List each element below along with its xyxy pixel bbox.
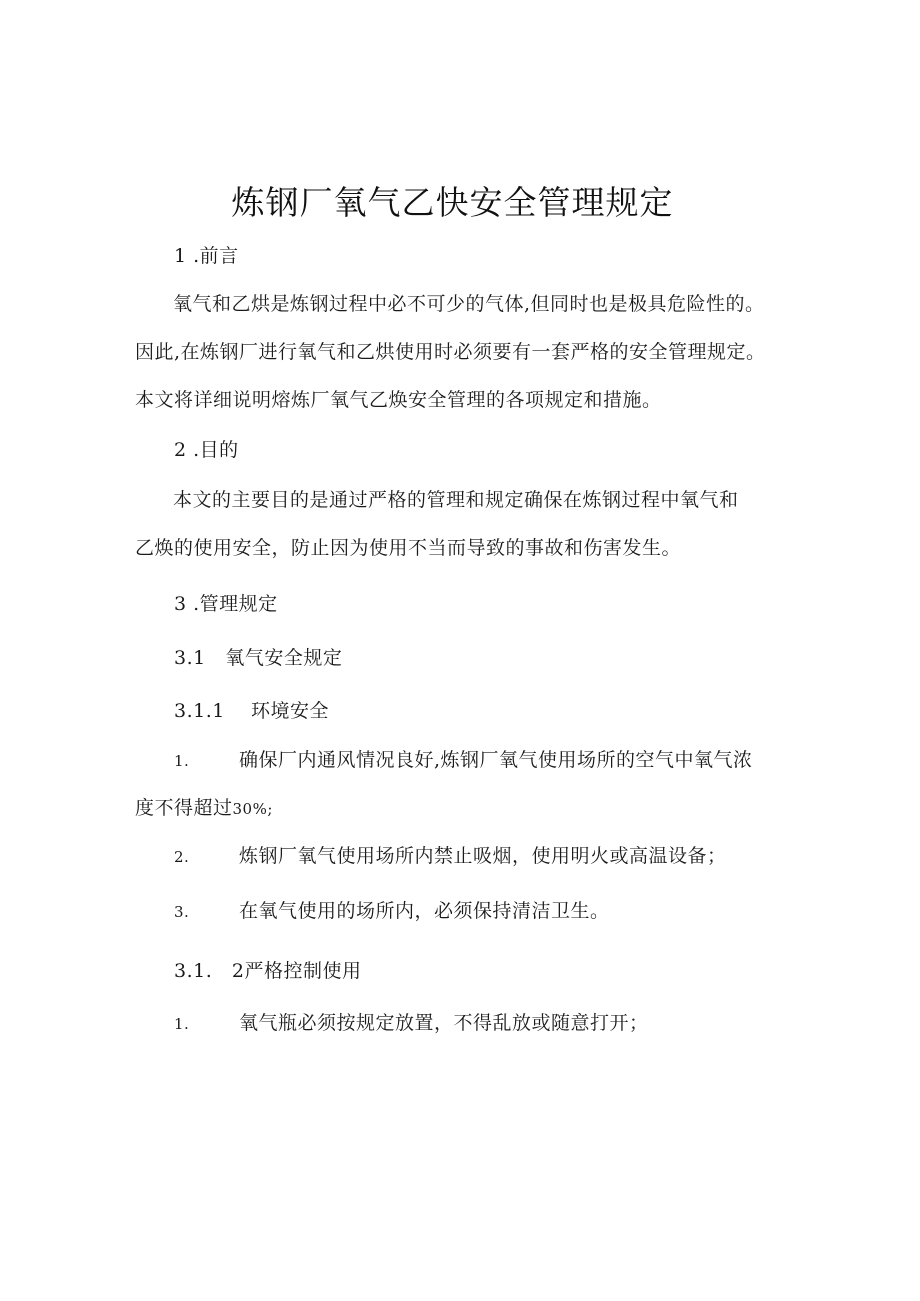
list-marker: 1. — [174, 752, 190, 770]
subsection-number: 3.1.1 — [174, 700, 225, 722]
subsection-3-1-1-heading — [174, 697, 329, 725]
subsection-title: 环境安全 — [251, 700, 330, 722]
list-marker: 3. — [174, 903, 190, 921]
list-item — [135, 832, 727, 880]
section-number: 1 — [174, 245, 187, 267]
list-item-text: 度不得超过 — [135, 797, 233, 819]
paragraph-line: 因此,在炼钢厂进行氧气和乙烘使用时必须要有一套严格的安全管理规定。 — [135, 341, 766, 363]
subsection-number: 3.1. — [174, 960, 213, 982]
preface-paragraph — [135, 280, 785, 424]
list-item-text: 在氧气使用的场所内，必须保持清洁卫生。 — [239, 900, 610, 922]
subsection-title: 氧气安全规定 — [225, 647, 343, 669]
section-number: 2 — [174, 439, 187, 461]
section-3-heading — [174, 590, 278, 618]
list-item-text: 炼钢厂氧气使用场所内禁止吸烟，使用明火或高温设备； — [239, 845, 727, 867]
list-item-text: 氧气瓶必须按规定放置，不得乱放或随意打开； — [239, 1012, 649, 1034]
list-marker: 2. — [174, 848, 190, 866]
list-item — [135, 736, 753, 832]
section-title: .目的 — [193, 439, 239, 461]
purpose-paragraph — [135, 476, 785, 572]
document-title: 炼钢厂氧气乙快安全管理规定 — [231, 183, 674, 222]
list-item-value: 30%; — [232, 800, 273, 818]
section-number: 3 — [174, 593, 187, 615]
subsection-3-1-heading — [174, 644, 342, 672]
list-item-text: 确保厂内通风情况良好,炼钢厂氧气使用场所的空气中氧气浓 — [239, 749, 753, 771]
section-title: .管理规定 — [193, 593, 278, 615]
subsection-3-1-2-heading — [174, 957, 361, 985]
paragraph-line: 本文将详细说明熔炼厂氧气乙焕安全管理的各项规定和措施。 — [135, 389, 662, 411]
subsection-title: 2严格控制使用 — [231, 960, 362, 982]
paragraph-line: 乙焕的使用安全，防止因为使用不当而导致的事故和伤害发生。 — [135, 537, 682, 559]
paragraph-line: 本文的主要目的是通过严格的管理和规定确保在炼钢过程中氧气和 — [173, 489, 739, 511]
section-1-heading — [174, 242, 239, 270]
list-item — [135, 887, 610, 935]
list-marker: 1. — [174, 1015, 190, 1033]
subsection-number: 3.1 — [174, 647, 206, 669]
list-item — [135, 999, 649, 1047]
paragraph-line: 氧气和乙烘是炼钢过程中必不可少的气体,但同时也是极具危险性的。 — [173, 293, 765, 315]
section-title: .前言 — [193, 245, 239, 267]
section-2-heading — [174, 436, 239, 464]
